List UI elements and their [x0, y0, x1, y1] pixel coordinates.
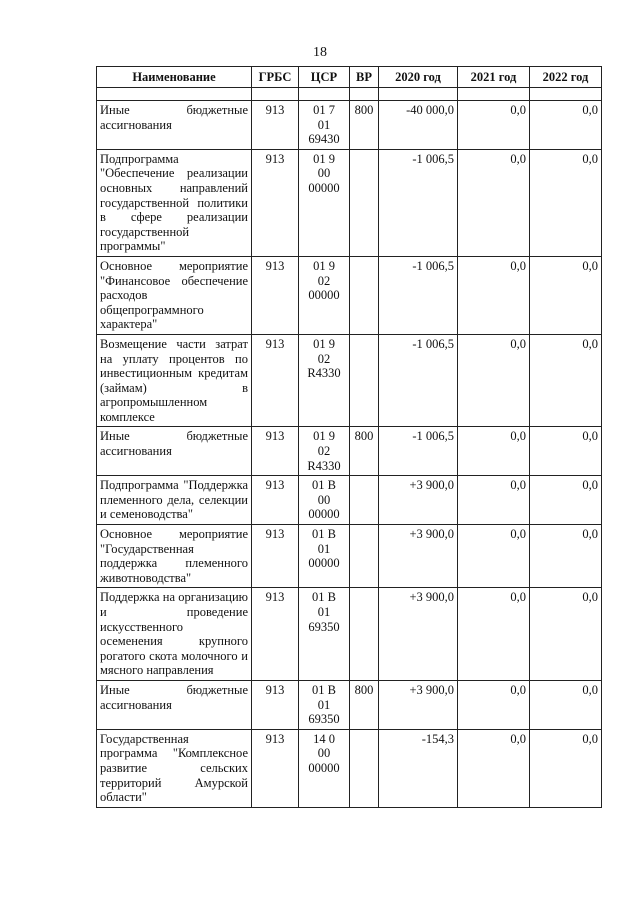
- csr-part: 14 0: [313, 731, 335, 746]
- csr-part: 02: [317, 351, 331, 366]
- csr-part: 00000: [308, 507, 340, 522]
- row-csr: [299, 476, 350, 525]
- csr-part: 01 В: [312, 527, 336, 542]
- row-vr: [350, 256, 379, 334]
- csr-part: 01 В: [312, 590, 336, 605]
- header-2020: 2020 год: [379, 67, 458, 88]
- row-2020: +3 900,0: [379, 680, 458, 729]
- row-vr: 800: [350, 680, 379, 729]
- row-name: Иные бюджетные ассигнования: [97, 101, 252, 150]
- row-2021: 0,0: [458, 525, 530, 588]
- row-grbs: 913: [252, 334, 299, 427]
- csr-part: 00000: [308, 288, 340, 303]
- row-2020: +3 900,0: [379, 588, 458, 681]
- header-vr: ВР: [350, 67, 379, 88]
- budget-table: [96, 66, 602, 808]
- row-name: Иные бюджетные ассигнования: [97, 427, 252, 476]
- row-2020: -1 006,5: [379, 334, 458, 427]
- row-grbs: 913: [252, 525, 299, 588]
- row-2021: 0,0: [458, 588, 530, 681]
- header-csr: ЦСР: [299, 67, 350, 88]
- row-name: Поддержка на организацию и проведение искусственного осеменения крупного рогатого скота молочного и мясного направления: [97, 588, 252, 681]
- row-name: Основное мероприятие "Финансовое обеспечение расходов общепрограммного характера": [97, 256, 252, 334]
- row-csr: [299, 149, 350, 256]
- csr-part: 01 9: [313, 258, 335, 273]
- row-csr: [299, 588, 350, 681]
- header-grbs: ГРБС: [252, 67, 299, 88]
- row-grbs: 913: [252, 476, 299, 525]
- row-csr: [299, 525, 350, 588]
- row-2021: 0,0: [458, 729, 530, 807]
- row-2021: 0,0: [458, 427, 530, 476]
- table-row: [97, 680, 602, 729]
- row-name: Возмещение части затрат на уплату процентов по инвестиционным кредитам (займам) в агропромышленном комплексе: [97, 334, 252, 427]
- row-2020: -154,3: [379, 729, 458, 807]
- row-2022: 0,0: [530, 729, 602, 807]
- csr-part: 00000: [308, 556, 340, 571]
- row-grbs: 913: [252, 101, 299, 150]
- row-2021: 0,0: [458, 256, 530, 334]
- csr-part: 02: [317, 273, 331, 288]
- csr-part: 01: [317, 541, 331, 556]
- row-2022: 0,0: [530, 256, 602, 334]
- row-2022: 0,0: [530, 101, 602, 150]
- row-vr: 800: [350, 101, 379, 150]
- table-row: [97, 525, 602, 588]
- row-2022: 0,0: [530, 427, 602, 476]
- csr-part: 01 9: [313, 151, 335, 166]
- row-grbs: 913: [252, 149, 299, 256]
- table-row: [97, 427, 602, 476]
- row-name: Государственная программа "Комплексное развитие сельских территорий Амурской области": [97, 729, 252, 807]
- csr-part: 69350: [308, 712, 340, 727]
- row-csr: [299, 427, 350, 476]
- row-csr: [299, 729, 350, 807]
- table-row: [97, 476, 602, 525]
- row-grbs: 913: [252, 427, 299, 476]
- table-row: [97, 729, 602, 807]
- row-grbs: 913: [252, 729, 299, 807]
- table-row: [97, 101, 602, 150]
- row-2022: 0,0: [530, 588, 602, 681]
- csr-part: 01 В: [312, 478, 336, 493]
- row-2021: 0,0: [458, 149, 530, 256]
- row-2020: -1 006,5: [379, 256, 458, 334]
- row-grbs: 913: [252, 588, 299, 681]
- row-vr: [350, 476, 379, 525]
- csr-part: 69430: [308, 132, 340, 147]
- row-2022: 0,0: [530, 525, 602, 588]
- csr-part: 00000: [308, 180, 340, 195]
- csr-part: 02: [317, 444, 331, 459]
- row-vr: [350, 334, 379, 427]
- page-number: 18: [313, 45, 327, 60]
- table-header-row: [97, 67, 602, 88]
- row-vr: [350, 525, 379, 588]
- row-vr: [350, 729, 379, 807]
- csr-part: 01: [317, 697, 331, 712]
- row-vr: [350, 149, 379, 256]
- row-grbs: 913: [252, 256, 299, 334]
- row-2022: 0,0: [530, 680, 602, 729]
- row-name: Иные бюджетные ассигнования: [97, 680, 252, 729]
- row-2020: +3 900,0: [379, 476, 458, 525]
- row-name: Подпрограмма "Поддержка племенного дела, селекции и семеноводства": [97, 476, 252, 525]
- row-csr: [299, 680, 350, 729]
- spacer-row: [97, 88, 602, 101]
- csr-part: 01 7: [313, 103, 335, 117]
- csr-part: R4330: [307, 458, 341, 473]
- csr-part: 01: [317, 117, 331, 132]
- csr-part: 00: [317, 166, 331, 181]
- row-name: Основное мероприятие "Государственная поддержка племенного животноводства": [97, 525, 252, 588]
- csr-part: 01 В: [312, 682, 336, 697]
- csr-part: 69350: [308, 619, 340, 634]
- row-2021: 0,0: [458, 680, 530, 729]
- header-2022: 2022 год: [530, 67, 602, 88]
- csr-part: 01: [317, 605, 331, 619]
- csr-part: 01 9: [313, 336, 335, 351]
- row-vr: [350, 588, 379, 681]
- row-name: Подпрограмма "Обеспечение реализации основных направлений государственной политики в сфере реализации государственной программы": [97, 149, 252, 256]
- row-csr: [299, 334, 350, 427]
- row-2021: 0,0: [458, 101, 530, 150]
- csr-part: 00: [317, 492, 331, 507]
- row-2020: +3 900,0: [379, 525, 458, 588]
- row-2020: -1 006,5: [379, 149, 458, 256]
- row-2022: 0,0: [530, 334, 602, 427]
- row-vr: 800: [350, 427, 379, 476]
- csr-part: 00000: [308, 760, 340, 775]
- csr-part: 01 9: [313, 429, 335, 444]
- row-grbs: 913: [252, 680, 299, 729]
- row-2022: 0,0: [530, 149, 602, 256]
- row-2021: 0,0: [458, 476, 530, 525]
- table-row: [97, 256, 602, 334]
- header-name: Наименование: [97, 67, 252, 88]
- table-row: [97, 588, 602, 681]
- row-2021: 0,0: [458, 334, 530, 427]
- row-2020: -1 006,5: [379, 427, 458, 476]
- row-csr: [299, 256, 350, 334]
- row-2020: -40 000,0: [379, 101, 458, 150]
- row-csr: [299, 101, 350, 150]
- table-row: [97, 334, 602, 427]
- table-row: [97, 149, 602, 256]
- row-2022: 0,0: [530, 476, 602, 525]
- header-2021: 2021 год: [458, 67, 530, 88]
- csr-part: 00: [317, 746, 331, 761]
- csr-part: R4330: [307, 366, 341, 381]
